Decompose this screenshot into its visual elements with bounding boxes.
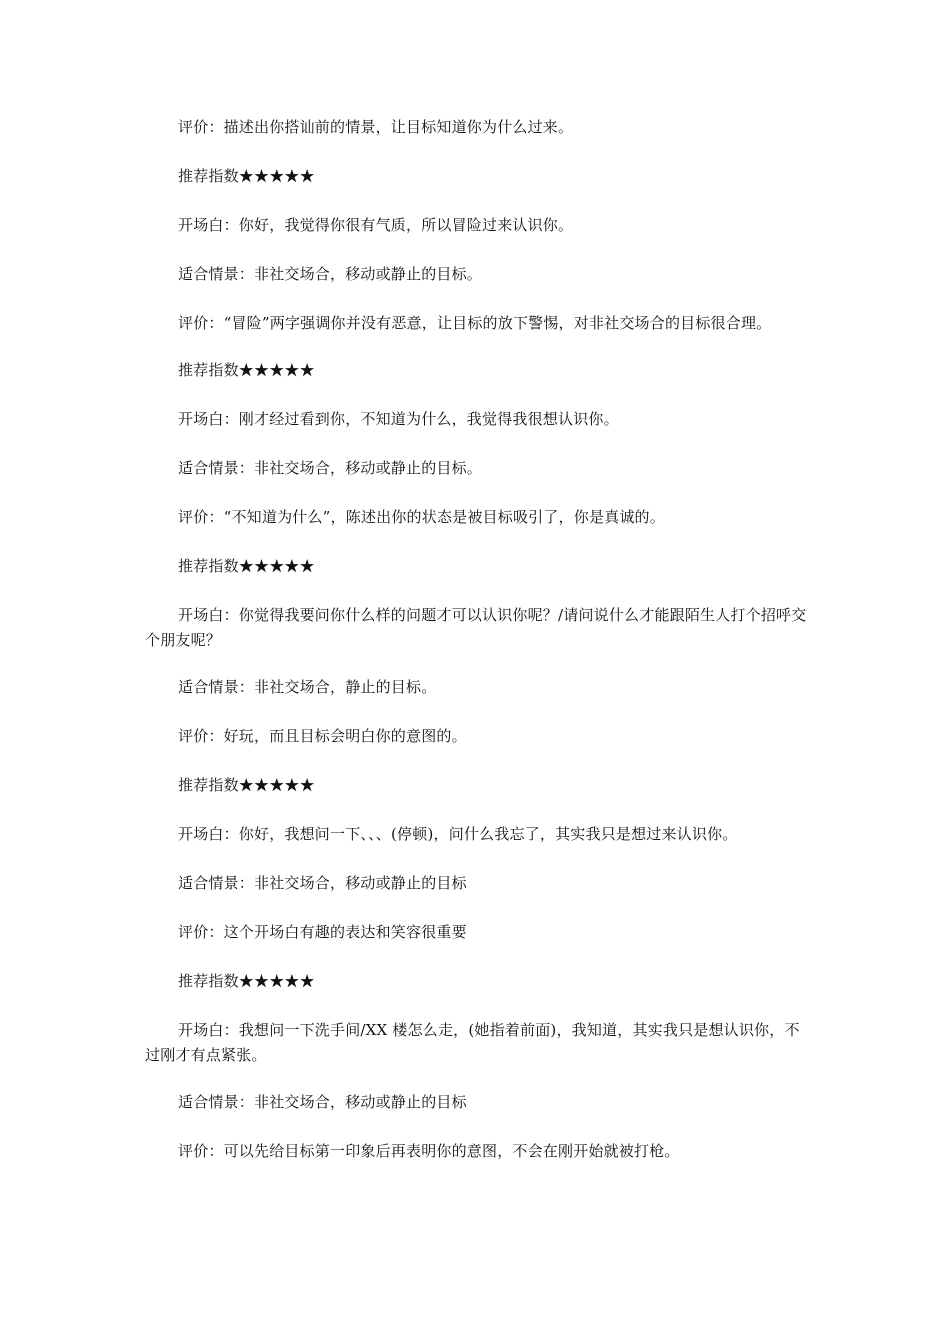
document-body [145,115,810,1188]
evaluation-paragraph: 评价：描述出你搭讪前的情景，让目标知道你为什么过来。 [178,118,574,136]
evaluation-paragraph: 评价：好玩，而且目标会明白你的意图的。 [178,727,467,745]
evaluation-paragraph: 评价：“不知道为什么”，陈述出你的状态是被目标吸引了，你是真诚的。 [178,508,665,526]
rating-paragraph: 推荐指数★★★★★ [178,776,315,794]
rating-paragraph: 推荐指数★★★★★ [178,972,315,990]
rating-paragraph: 推荐指数★★★★★ [178,361,315,379]
rating-paragraph: 推荐指数★★★★★ [178,557,315,575]
opening-line-paragraph: 开场白：你觉得我要问你什么样的问题才可以认识你呢？/请问说什么才能跟陌生人打个招呼交个朋友呢？ [145,606,807,649]
rating-paragraph: 推荐指数★★★★★ [178,167,315,185]
opening-line-paragraph: 开场白：你好，我觉得你很有气质，所以冒险过来认识你。 [178,216,574,234]
opening-line-paragraph: 开场白：我想问一下洗手间/XX 楼怎么走，(她指着前面)，我知道，其实我只是想认识你，不过刚才有点紧张。 [145,1021,800,1064]
scenario-paragraph: 适合情景：非社交场合，静止的目标。 [178,678,437,696]
evaluation-paragraph: 评价：这个开场白有趣的表达和笑容很重要 [178,923,467,941]
scenario-paragraph: 适合情景：非社交场合，移动或静止的目标。 [178,265,483,283]
evaluation-paragraph: 评价：“冒险”两字强调你并没有恶意，让目标的放下警惕，对非社交场合的目标很合理。 [178,314,772,332]
evaluation-paragraph: 评价：可以先给目标第一印象后再表明你的意图，不会在刚开始就被打枪。 [178,1142,680,1160]
scenario-paragraph: 适合情景：非社交场合，移动或静止的目标 [178,1093,467,1111]
scenario-paragraph: 适合情景：非社交场合，移动或静止的目标。 [178,459,483,477]
scenario-paragraph: 适合情景：非社交场合，移动或静止的目标 [178,874,467,892]
opening-line-paragraph: 开场白：你好，我想问一下、、、(停顿)，问什么我忘了，其实我只是想过来认识你。 [178,825,738,843]
opening-line-paragraph: 开场白：刚才经过看到你，不知道为什么，我觉得我很想认识你。 [178,410,619,428]
